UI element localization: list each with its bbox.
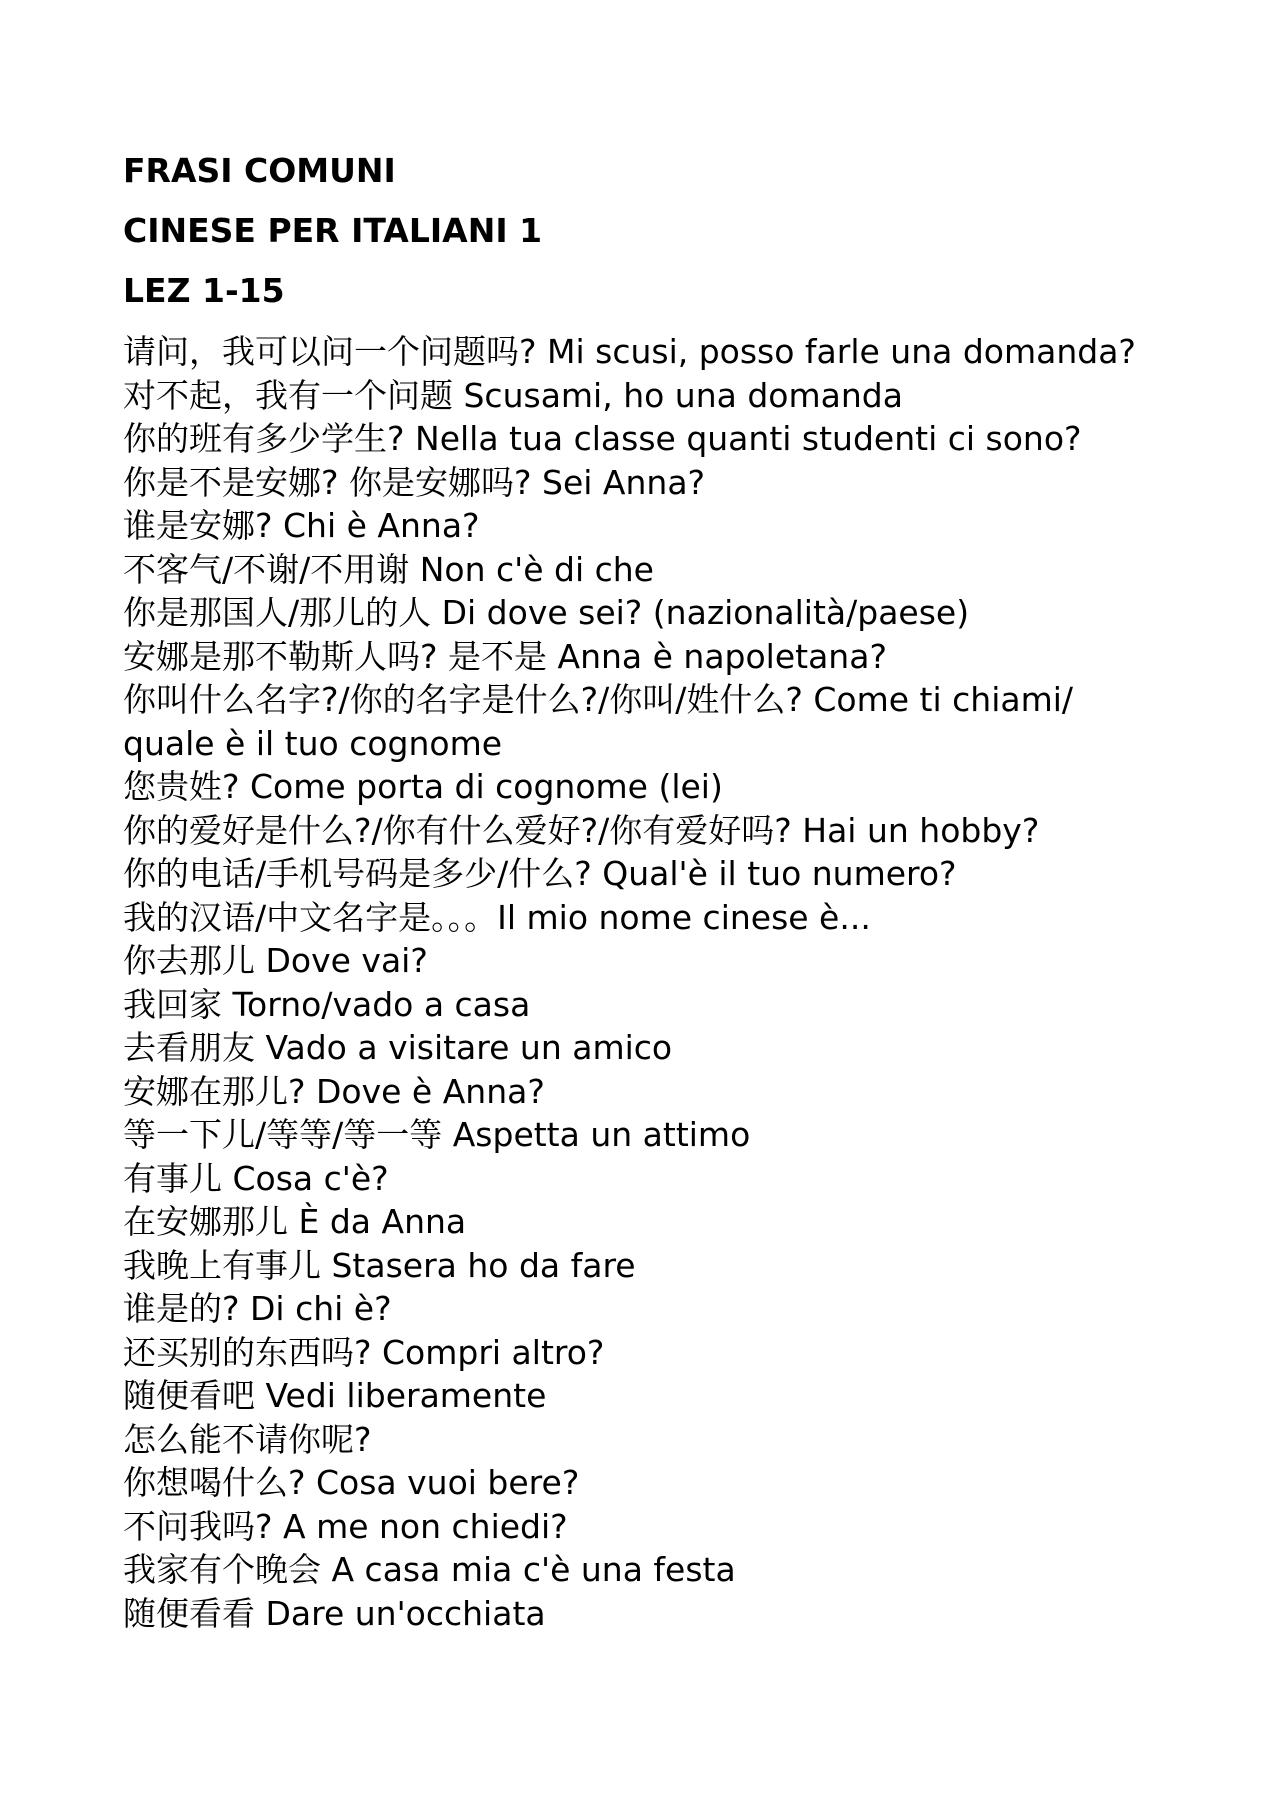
phrase-line: 随便看吧 Vedi liberamente — [123, 1376, 547, 1415]
document-title: FRASI COMUNI — [123, 151, 396, 190]
phrase-line: 你叫什么名字?/你的名字是什么?/你叫/姓什么? Come ti chiami/ quale è il tuo cognome — [123, 680, 1074, 763]
phrase-line: 你的班有多少学生? Nella tua classe quanti studenti ci sono? — [123, 419, 1082, 458]
phrase-line: 安娜在那儿? Dove è Anna? — [123, 1071, 545, 1111]
lesson-range: LEZ 1-15 — [123, 271, 285, 310]
phrase-line: 你去那儿 Dove vai? — [123, 941, 428, 980]
phrase-line: 在安娜那儿 È da Anna — [123, 1202, 467, 1241]
phrase-line: 对不起，我有一个问题 Scusami, ho una domanda — [123, 375, 903, 415]
phrase-line: 不问我吗? A me non chiedi? — [123, 1506, 568, 1546]
phrase-line: 我回家 Torno/vado a casa — [123, 984, 531, 1024]
phrase-line: 有事儿 Cosa c'è? — [123, 1158, 389, 1198]
phrase-line: 怎么能不请你呢? — [123, 1419, 372, 1459]
phrase-line: 请问，我可以问一个问题吗? Mi scusi, posso farle una domanda? — [123, 332, 1136, 371]
phrase-line: 你的电话/手机号码是多少/什么? Qual'è il tuo numero? — [123, 854, 957, 893]
phrase-line: 你想喝什么? Cosa vuoi bere? — [123, 1463, 580, 1502]
phrase-line: 去看朋友 Vado a visitare un amico — [123, 1028, 673, 1067]
phrase-line: 谁是安娜? Chi è Anna? — [123, 506, 480, 545]
phrase-line: 谁是的? Di chi è? — [123, 1289, 392, 1328]
course-title: CINESE PER ITALIANI 1 — [123, 211, 543, 250]
phrase-line: 安娜是那不勒斯人吗? 是不是 Anna è napoletana? — [123, 636, 887, 676]
phrase-line: 你是不是安娜? 你是安娜吗? Sei Anna? — [123, 462, 706, 502]
document-body — [123, 150, 1163, 1635]
phrase-line: 你的爱好是什么?/你有什么爱好?/你有爱好吗? Hai un hobby? — [123, 810, 1040, 850]
phrase-line: 你是那国人/那儿的人 Di dove sei? (nazionalità/paese) — [123, 593, 970, 632]
phrase-line: 等一下儿/等等/等一等 Aspetta un attimo — [123, 1115, 751, 1154]
phrase-line: 您贵姓? Come porta di cognome (lei) — [123, 767, 723, 806]
phrase-line: 我晚上有事儿 Stasera ho da fare — [123, 1245, 636, 1285]
phrase-line: 还买别的东西吗? Compri altro? — [123, 1332, 605, 1372]
phrase-line: 不客气/不谢/不用谢 Non c'è di che — [123, 549, 654, 589]
phrase-line: 随便看看 Dare un'occhiata — [123, 1593, 546, 1633]
phrase-line: 我的汉语/中文名字是。。。Il mio nome cinese è... — [123, 897, 871, 937]
phrase-list — [123, 330, 1163, 1635]
phrase-line: 我家有个晚会 A casa mia c'è una festa — [123, 1550, 736, 1589]
